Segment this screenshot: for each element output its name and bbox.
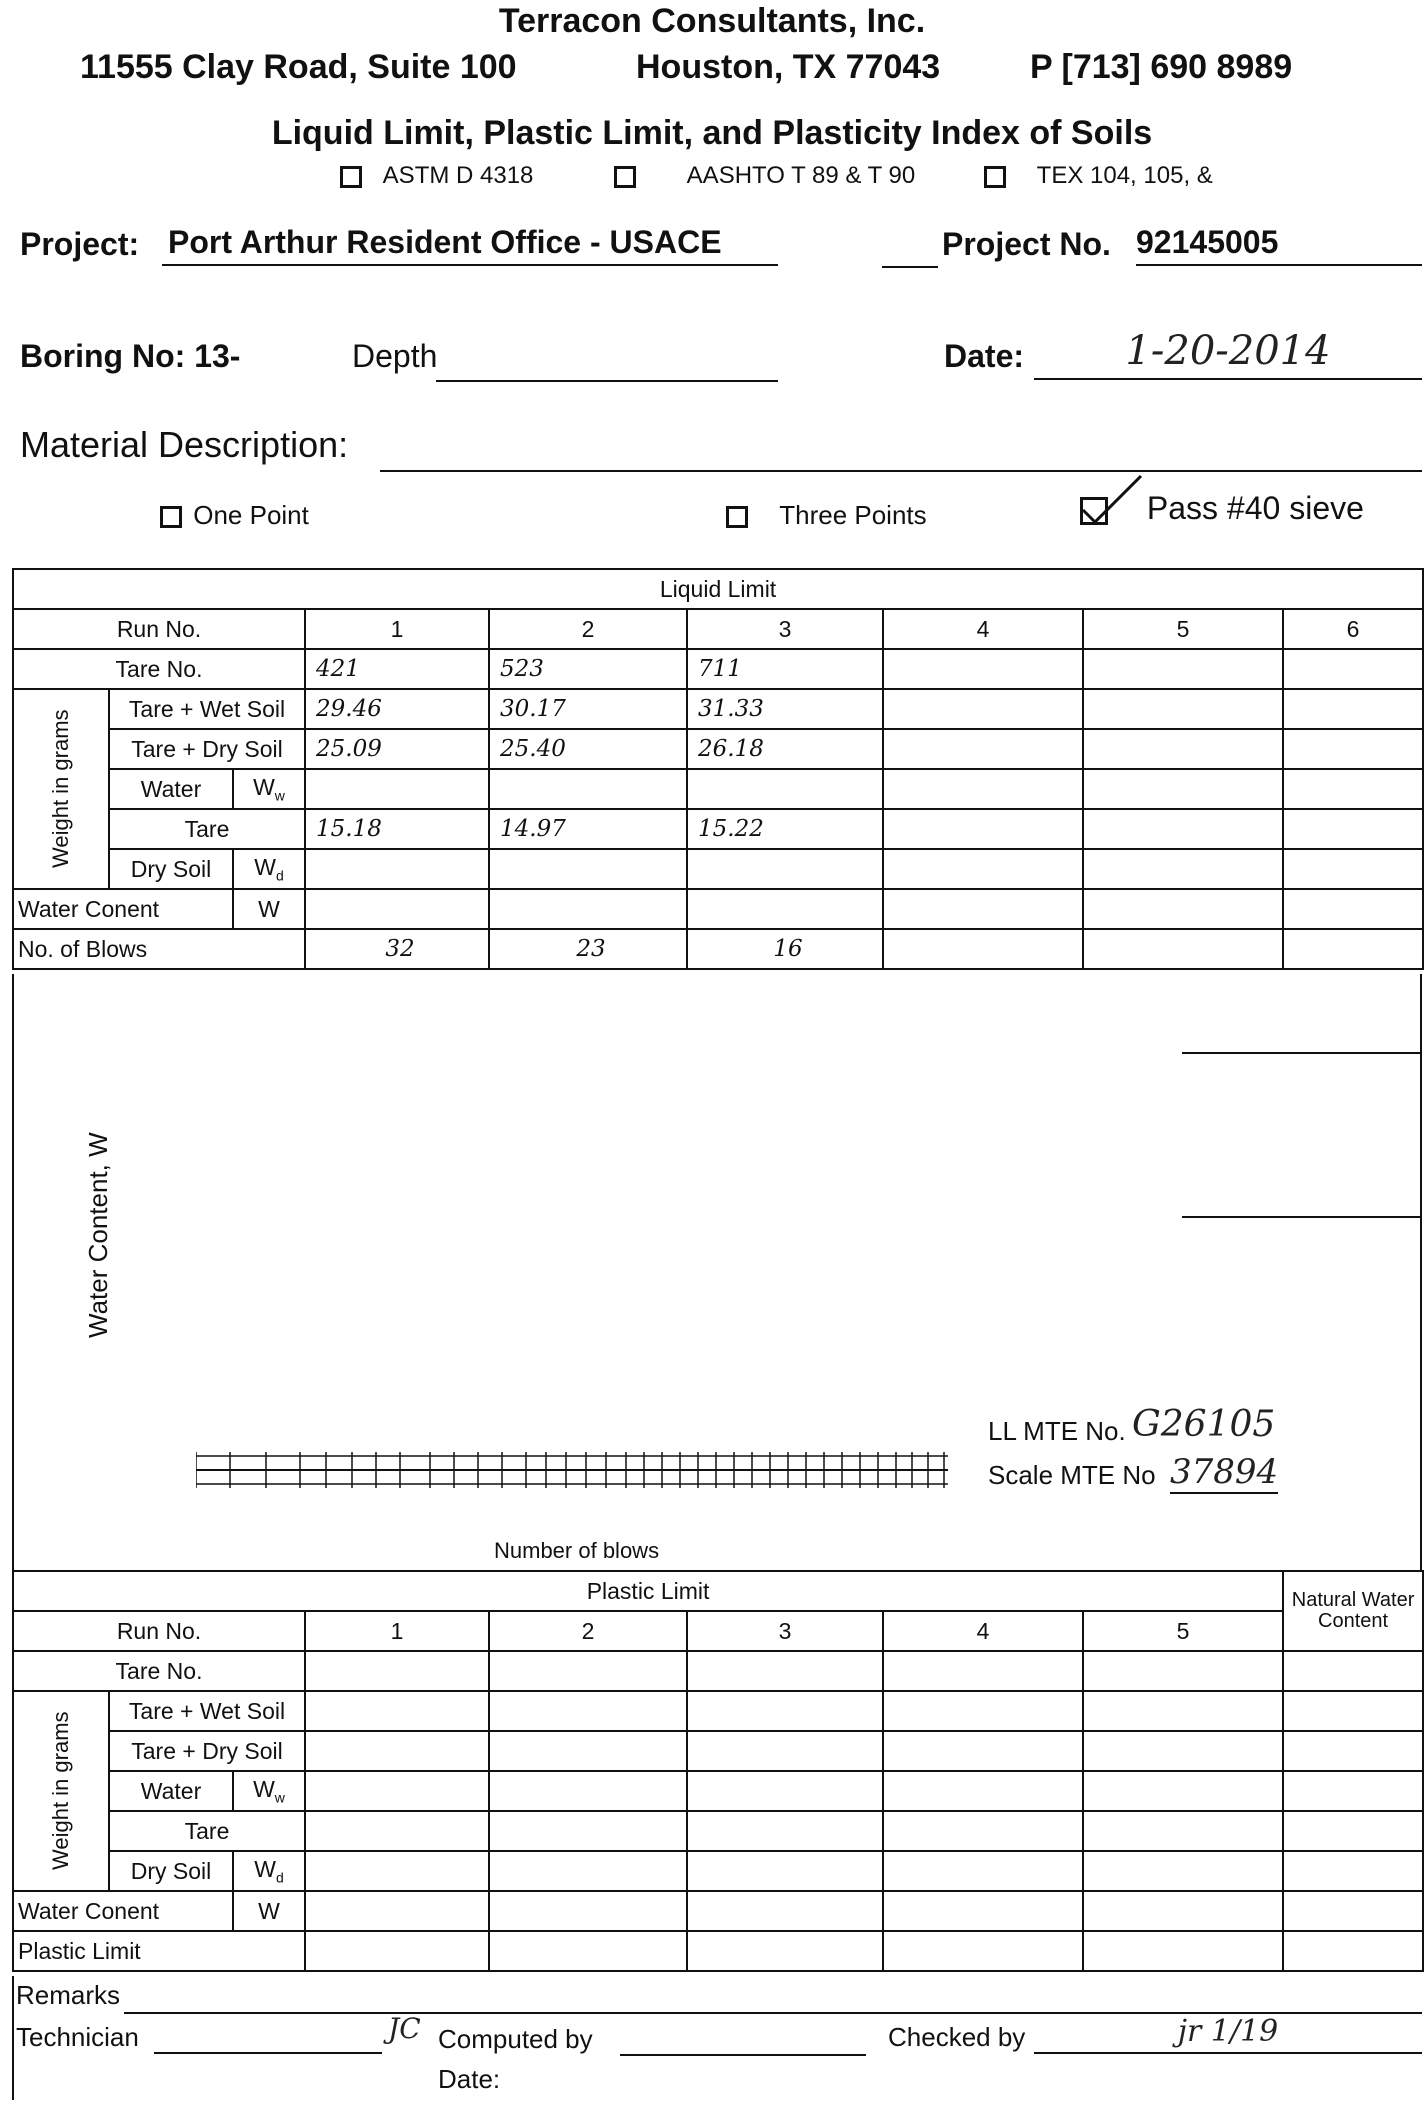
technician-initials[interactable]: JC: [388, 2012, 421, 2045]
ll-drysoil-4[interactable]: [883, 849, 1083, 889]
pl-tare-no-label: Tare No.: [13, 1651, 305, 1691]
ll-tare-no-3[interactable]: 711: [687, 649, 883, 689]
pl-cell[interactable]: [1283, 1851, 1423, 1891]
ll-wc-4[interactable]: [883, 889, 1083, 929]
pl-drysoil-label: Dry Soil: [109, 1851, 233, 1891]
ll-wc-2[interactable]: [489, 889, 687, 929]
ll-water-1[interactable]: [305, 769, 489, 809]
ll-wet-4[interactable]: [883, 689, 1083, 729]
pl-cell[interactable]: [687, 1651, 883, 1691]
pl-cell[interactable]: [489, 1931, 687, 1971]
pl-cell[interactable]: [489, 1891, 687, 1931]
pl-cell[interactable]: [1283, 1811, 1423, 1851]
computed-by-field[interactable]: [620, 2054, 866, 2056]
pl-cell[interactable]: [883, 1931, 1083, 1971]
plastic-limit-table: [12, 1570, 1424, 1972]
pl-cell[interactable]: [687, 1691, 883, 1731]
pl-cell[interactable]: [305, 1691, 489, 1731]
pl-cell[interactable]: [883, 1731, 1083, 1771]
ll-tare-2[interactable]: 14.97: [489, 809, 687, 849]
checkbox-one-point[interactable]: [160, 506, 182, 528]
ll-drysoil-label: Dry Soil: [109, 849, 233, 889]
company-city: Houston, TX 77043: [636, 48, 941, 86]
project-blank-line: [882, 266, 938, 268]
date-field[interactable]: 1-20-2014: [1034, 328, 1422, 380]
pl-title: Plastic Limit: [13, 1571, 1283, 1611]
pl-tare-label: Tare: [109, 1811, 305, 1851]
technician-label: Technician: [16, 2022, 139, 2052]
pl-water-label: Water: [109, 1771, 233, 1811]
pl-cell[interactable]: [1083, 1731, 1283, 1771]
scale-mte-label: Scale MTE No: [988, 1460, 1156, 1490]
ll-mte-label: LL MTE No.: [988, 1416, 1126, 1446]
ll-run-1: 1: [305, 609, 489, 649]
pl-cell[interactable]: [489, 1811, 687, 1851]
project-name-field[interactable]: Port Arthur Resident Office - USACE: [162, 224, 778, 266]
pl-cell[interactable]: [687, 1931, 883, 1971]
ll-water-3[interactable]: [687, 769, 883, 809]
ll-dry-6[interactable]: [1283, 729, 1423, 769]
ll-dry-4[interactable]: [883, 729, 1083, 769]
pl-cell[interactable]: [489, 1651, 687, 1691]
company-phone: P [713] 690 8989: [1030, 48, 1293, 86]
pl-ww-letter: W: [253, 1776, 275, 1803]
ll-wet-label: Tare + Wet Soil: [109, 689, 305, 729]
pl-water-content-label: Water Conent: [13, 1891, 233, 1931]
pl-cell[interactable]: [883, 1691, 1083, 1731]
ll-wc-3[interactable]: [687, 889, 883, 929]
ll-blows-2[interactable]: 23: [489, 929, 687, 969]
ll-tare-1[interactable]: 15.18: [305, 809, 489, 849]
ll-dry-2[interactable]: 25.40: [489, 729, 687, 769]
ll-blows-5[interactable]: [1083, 929, 1283, 969]
pl-cell[interactable]: [1083, 1651, 1283, 1691]
pl-cell[interactable]: [1283, 1691, 1423, 1731]
technician-field[interactable]: [154, 2052, 382, 2054]
pl-plastic-limit-label: Plastic Limit: [13, 1931, 305, 1971]
option-three-points[interactable]: [726, 500, 927, 531]
ll-wc-1[interactable]: [305, 889, 489, 929]
ll-water-5[interactable]: [1083, 769, 1283, 809]
pl-cell[interactable]: [687, 1811, 883, 1851]
standard-astm[interactable]: [340, 162, 533, 190]
ll-weight-label: Weight in grams: [47, 709, 73, 869]
ll-tare-label: Tare: [109, 809, 305, 849]
pl-run-5: 5: [1083, 1611, 1283, 1651]
date-footer-label: Date:: [438, 2064, 501, 2094]
checkbox-tex[interactable]: [984, 166, 1006, 188]
ll-drysoil-3[interactable]: [687, 849, 883, 889]
ll-mte-value[interactable]: G26105: [1132, 1404, 1276, 1445]
ll-tare-no-2[interactable]: 523: [489, 649, 687, 689]
ll-w-symbol: W: [233, 889, 305, 929]
pl-cell[interactable]: [687, 1851, 883, 1891]
ll-tare-3[interactable]: 15.22: [687, 809, 883, 849]
pl-cell[interactable]: [1083, 1891, 1283, 1931]
remarks-label: Remarks: [16, 1980, 121, 2010]
checkbox-aashto[interactable]: [614, 166, 636, 188]
ll-ww-letter: W: [253, 774, 275, 801]
pl-run-label: Run No.: [13, 1611, 305, 1651]
ll-water-6[interactable]: [1283, 769, 1423, 809]
pl-cell[interactable]: [883, 1851, 1083, 1891]
ll-run-6: 6: [1283, 609, 1423, 649]
ll-tare-6[interactable]: [1283, 809, 1423, 849]
ll-tare-no-label: Tare No.: [13, 649, 305, 689]
pl-cell[interactable]: [1083, 1931, 1283, 1971]
ll-wd-letter: W: [254, 854, 276, 881]
standard-tex-label: TEX 104, 105, &: [1036, 162, 1213, 189]
pl-cell[interactable]: [1283, 1891, 1423, 1931]
pl-cell[interactable]: [687, 1771, 883, 1811]
standard-astm-label: ASTM D 4318: [382, 162, 534, 189]
blows-axis: [196, 1452, 952, 1488]
pl-cell[interactable]: [1283, 1731, 1423, 1771]
pl-run-2: 2: [489, 1611, 687, 1651]
project-label: Project:: [20, 226, 140, 262]
ll-ww-symbol: $W_w$: [233, 769, 305, 809]
pl-cell[interactable]: [1283, 1931, 1423, 1971]
project-no-field[interactable]: 92145005: [1136, 224, 1422, 266]
company-address: 11555 Clay Road, Suite 100: [80, 48, 517, 86]
pl-cell[interactable]: [305, 1651, 489, 1691]
pl-cell[interactable]: [883, 1771, 1083, 1811]
ll-wc-6[interactable]: [1283, 889, 1423, 929]
ll-wc-5[interactable]: [1083, 889, 1283, 929]
ll-dry-3[interactable]: 26.18: [687, 729, 883, 769]
ll-run-label: Run No.: [13, 609, 305, 649]
ll-tare-5[interactable]: [1083, 809, 1283, 849]
ll-dry-label: Tare + Dry Soil: [109, 729, 305, 769]
ll-blows-1[interactable]: 32: [305, 929, 489, 969]
pl-cell[interactable]: [305, 1771, 489, 1811]
option-one-point[interactable]: [160, 500, 309, 531]
ll-water-2[interactable]: [489, 769, 687, 809]
project-no-label: Project No.: [942, 226, 1111, 262]
ll-run-3: 3: [687, 609, 883, 649]
option-pass-sieve[interactable]: [1080, 490, 1364, 527]
computed-by-label: Computed by: [438, 2024, 593, 2054]
ll-wet-1[interactable]: 29.46: [305, 689, 489, 729]
pl-cell[interactable]: [1283, 1771, 1423, 1811]
pl-cell[interactable]: [1083, 1851, 1283, 1891]
ll-blows-4[interactable]: [883, 929, 1083, 969]
pl-cell[interactable]: [305, 1931, 489, 1971]
depth-field[interactable]: [436, 336, 778, 382]
ll-water-label: Water: [109, 769, 233, 809]
checkbox-astm[interactable]: [340, 166, 362, 188]
form-title: Liquid Limit, Plastic Limit, and Plasticity Index of Soils: [271, 114, 1153, 152]
pl-weight-label-cell: [13, 1691, 109, 1891]
checked-by-signature[interactable]: jr 1/19: [1034, 2014, 1422, 2054]
pl-cell[interactable]: [1083, 1811, 1283, 1851]
date-label: Date:: [944, 338, 1025, 374]
ll-blows-3[interactable]: 16: [687, 929, 883, 969]
ll-run-2: 2: [489, 609, 687, 649]
ll-tare-no-4[interactable]: [883, 649, 1083, 689]
ll-tare-no-6[interactable]: [1283, 649, 1423, 689]
ll-weight-label-cell: [13, 689, 109, 889]
ll-dry-5[interactable]: [1083, 729, 1283, 769]
ll-drysoil-1[interactable]: [305, 849, 489, 889]
pl-w-symbol: W: [233, 1891, 305, 1931]
pl-cell[interactable]: [305, 1891, 489, 1931]
pl-dry-label: Tare + Dry Soil: [109, 1731, 305, 1771]
pl-cell[interactable]: [1083, 1691, 1283, 1731]
ll-title: Liquid Limit: [13, 569, 1423, 609]
standard-tex[interactable]: [984, 162, 1213, 190]
ll-blows-6[interactable]: [1283, 929, 1423, 969]
pl-cell[interactable]: [687, 1731, 883, 1771]
ll-wet-3[interactable]: 31.33: [687, 689, 883, 729]
material-description-label: Material Description:: [20, 424, 349, 465]
pl-cell[interactable]: [687, 1891, 883, 1931]
option-pass-sieve-label: Pass #40 sieve: [1146, 490, 1364, 526]
material-description-field[interactable]: [380, 470, 1422, 472]
pl-cell[interactable]: [305, 1731, 489, 1771]
pl-wet-label: Tare + Wet Soil: [109, 1691, 305, 1731]
pl-cell[interactable]: [489, 1851, 687, 1891]
standard-aashto-label: AASHTO T 89 & T 90: [686, 162, 916, 189]
pl-run-1: 1: [305, 1611, 489, 1651]
ll-wd-symbol: $W_d$: [233, 849, 305, 889]
pl-cell[interactable]: [883, 1651, 1083, 1691]
pl-cell[interactable]: [489, 1691, 687, 1731]
pl-cell[interactable]: [305, 1851, 489, 1891]
pl-weight-label: Weight in grams: [47, 1711, 73, 1871]
pl-cell[interactable]: [1283, 1651, 1423, 1691]
ll-wet-5[interactable]: [1083, 689, 1283, 729]
ll-blows-label: No. of Blows: [13, 929, 305, 969]
pl-cell[interactable]: [1083, 1771, 1283, 1811]
check-mark-icon: [1077, 472, 1147, 522]
pl-cell[interactable]: [305, 1811, 489, 1851]
pl-wd-symbol: $W_d$: [233, 1851, 305, 1891]
ll-run-4: 4: [883, 609, 1083, 649]
option-three-points-label: Three Points: [779, 500, 927, 530]
ll-drysoil-2[interactable]: [489, 849, 687, 889]
graph-ref-line-1: [1182, 1052, 1420, 1054]
ll-water-4[interactable]: [883, 769, 1083, 809]
ll-tare-4[interactable]: [883, 809, 1083, 849]
ll-water-content-label: Water Conent: [13, 889, 233, 929]
pl-natural-water-content: Natural Water Content: [1283, 1571, 1423, 1651]
pl-wd-letter: W: [254, 1856, 276, 1883]
pl-cell[interactable]: [883, 1891, 1083, 1931]
pl-run-4: 4: [883, 1611, 1083, 1651]
boring-no-label: Boring No: 13-: [20, 338, 241, 374]
ll-dry-1[interactable]: 25.09: [305, 729, 489, 769]
pl-run-3: 3: [687, 1611, 883, 1651]
ll-drysoil-6[interactable]: [1283, 849, 1423, 889]
checkbox-three-points[interactable]: [726, 506, 748, 528]
ll-run-5: 5: [1083, 609, 1283, 649]
ll-wet-2[interactable]: 30.17: [489, 689, 687, 729]
pl-cell[interactable]: [489, 1771, 687, 1811]
ll-tare-no-1[interactable]: 421: [305, 649, 489, 689]
ll-tare-no-5[interactable]: [1083, 649, 1283, 689]
liquid-limit-table: [12, 568, 1424, 970]
depth-label: Depth: [352, 338, 438, 374]
ll-wet-6[interactable]: [1283, 689, 1423, 729]
pl-ww-symbol: $W_w$: [233, 1771, 305, 1811]
graph-x-label: Number of blows: [494, 1538, 660, 1563]
checked-by-label: Checked by: [888, 2022, 1026, 2052]
ll-drysoil-5[interactable]: [1083, 849, 1283, 889]
scale-mte-value[interactable]: 37894: [1170, 1452, 1279, 1492]
standard-aashto[interactable]: [614, 162, 915, 190]
graph-y-label: Water Content, W: [83, 1132, 113, 1338]
pl-cell[interactable]: [883, 1811, 1083, 1851]
option-one-point-label: One Point: [193, 500, 309, 530]
graph-ref-line-2: [1182, 1216, 1420, 1218]
checkbox-pass-sieve-checked[interactable]: [1080, 497, 1108, 525]
pl-cell[interactable]: [489, 1731, 687, 1771]
company-name: Terracon Consultants, Inc.: [498, 2, 926, 40]
